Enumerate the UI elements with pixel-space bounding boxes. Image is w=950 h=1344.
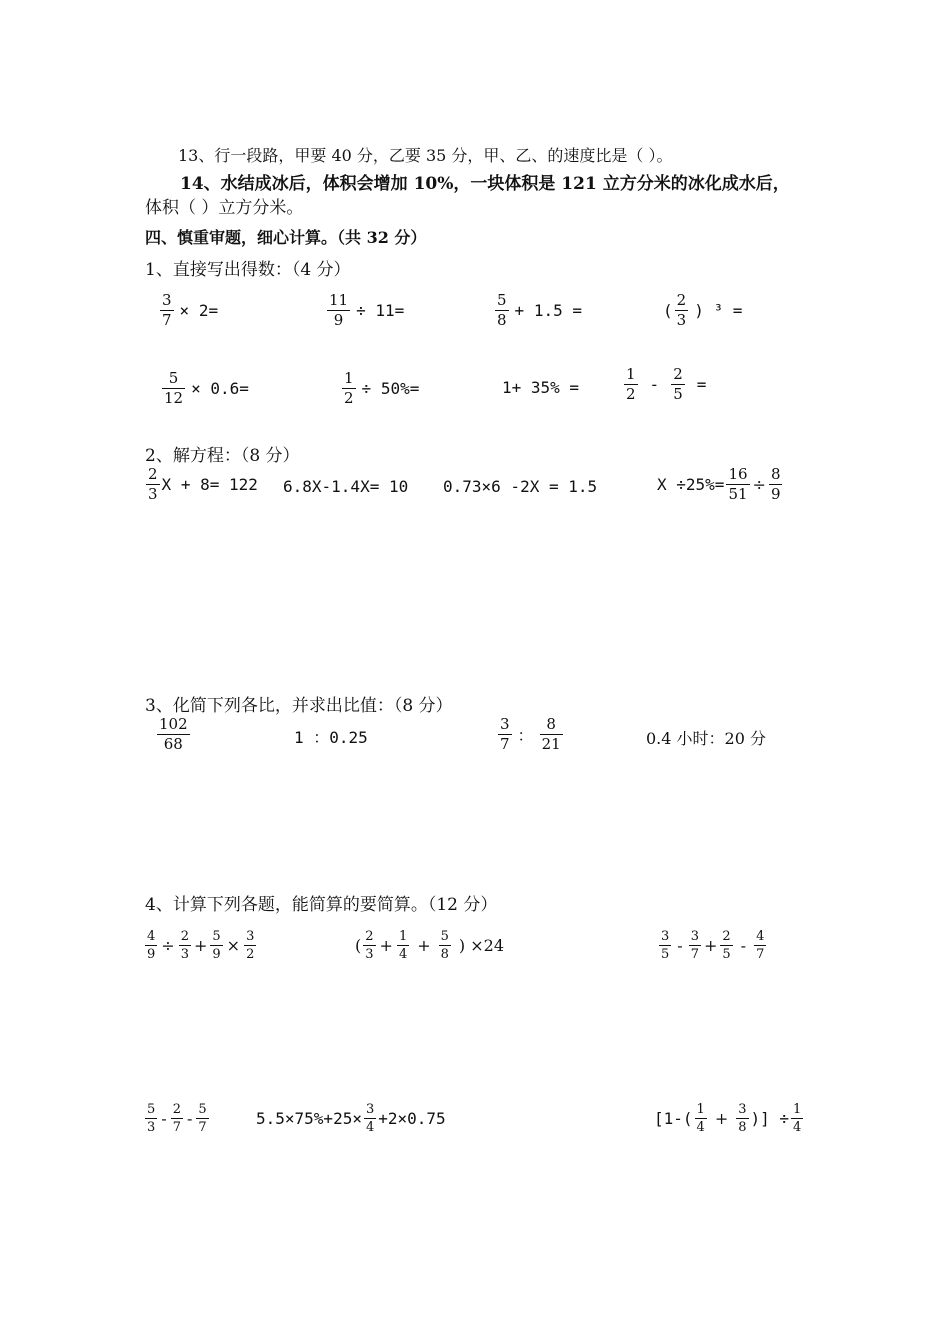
fraction: $\frac{5}{9}$: [212, 929, 221, 962]
fraction: $\frac{5}{7}$: [198, 1102, 207, 1135]
p4-expression-d: $\frac{5}{3}$ - $\frac{2}{7}$ - $\frac{5}{7}$: [147, 1102, 207, 1135]
fraction: $\frac{1}{2}$: [626, 365, 636, 403]
part-3-title: 3、化简下列各比，并求出比值：（8 分）: [145, 696, 453, 716]
p4-expression-c: $\frac{3}{5}$ - $\frac{3}{7}$ + $\frac{2}{5}$ - $\frac{4}{7}$: [661, 929, 765, 962]
p1-item-e: $\frac{5}{12}$ × 0.6=: [164, 369, 249, 407]
fraction: $\frac{1}{4}$: [398, 929, 408, 962]
p2-equation-b: 6.8X-1.4X= 10: [283, 477, 409, 496]
fraction: $\frac{11}{9}$: [329, 291, 349, 329]
fraction: $\frac{4}{7}$: [756, 929, 765, 962]
p3-ratio-b: 1 ：0.25: [294, 728, 368, 747]
fraction: $\frac{3}{8}$: [738, 1102, 747, 1135]
question-14-line2: 体积（ ）立方分米。: [145, 198, 304, 218]
part-2-title: 2、解方程：（8 分）: [145, 446, 300, 466]
fraction: $\frac{3}{7}$: [162, 291, 172, 329]
p1-item-h: $\frac{1}{2}$ - $\frac{2}{5}$ =: [626, 365, 707, 403]
fraction: $\frac{8}{9}$: [770, 465, 781, 503]
section-4-title: 四、慎重审题，细心计算。（共 32 分）: [145, 228, 427, 247]
fraction: $\frac{3}{2}$: [246, 929, 255, 962]
fraction: $\frac{5}{8}$: [497, 291, 507, 329]
question-13: 13、行一段路，甲要 40 分，乙要 35 分，甲、乙、的速度比是（ ）。: [178, 146, 673, 165]
fraction: $\frac{1}{4}$: [793, 1102, 802, 1135]
fraction: $\frac{3}{7}$: [500, 715, 510, 753]
p2-equation-a: $\frac{2}{3}$ X + 8= 122: [148, 465, 258, 503]
p1-item-f: $\frac{1}{2}$ ÷ 50%=: [344, 369, 420, 407]
fraction: $\frac{5}{3}$: [147, 1102, 156, 1135]
p3-ratio-c: $\frac{3}{7}$ ： $\frac{8}{21}$: [500, 715, 561, 753]
question-14-line1: 14、水结成冰后，体积会增加 10%，一块体积是 121 立方分米的冰化成水后，: [180, 174, 790, 194]
fraction: $\frac{2}{3}$: [180, 929, 189, 962]
fraction: $\frac{2}{3}$: [148, 465, 158, 503]
fraction: $\frac{3}{5}$: [661, 929, 670, 962]
p4-expression-e: 5.5×75%+25× $\frac{3}{4}$ +2×0.75: [256, 1102, 446, 1135]
fraction: $\frac{1}{2}$: [344, 369, 354, 407]
fraction: $\frac{3}{4}$: [365, 1102, 375, 1135]
p2-equation-d: X ÷25%= $\frac{16}{51}$ ÷ $\frac{8}{9}$: [657, 465, 781, 503]
p4-expression-a: $\frac{4}{9}$ ÷ $\frac{2}{3}$ + $\frac{5}{9}$ × $\frac{3}{2}$: [147, 929, 255, 962]
p3-ratio-a: [155, 716, 192, 753]
p1-item-c: $\frac{5}{8}$ + 1.5 =: [497, 291, 582, 329]
part-4-title: 4、计算下列各题，能简算的要简算。（12 分）: [145, 895, 498, 915]
fraction: $\frac{5}{12}$: [164, 369, 184, 407]
fraction: $\frac{2}{3}$: [365, 929, 374, 962]
part-1-title: 1、直接写出得数：（4 分）: [145, 260, 351, 280]
fraction: $\frac{2}{7}$: [172, 1102, 181, 1135]
fraction: $\frac{1}{4}$: [696, 1102, 705, 1135]
fraction: $\frac{8}{21}$: [541, 715, 561, 753]
fraction: $\frac{2}{3}$: [676, 291, 687, 329]
fraction: $\frac{4}{9}$: [147, 929, 156, 962]
p4-expression-b: ( $\frac{2}{3}$ + $\frac{1}{4}$ + $\frac{5}{8}$ ) ×24: [355, 929, 504, 962]
fraction: $\frac{16}{51}$: [728, 465, 748, 503]
fraction: $\frac{5}{8}$: [440, 929, 449, 962]
p1-item-g: 1+ 35% =: [502, 378, 580, 397]
p3-ratio-d: 0.4 小时：20 分: [646, 729, 766, 748]
p1-item-d: ( $\frac{2}{3}$ ) ³ =: [663, 291, 743, 329]
p4-expression-f: [1-( $\frac{1}{4}$ + $\frac{3}{8}$ )] ÷ $\frac{1}{4}$: [654, 1102, 802, 1135]
fraction: $\frac{102}{68}$: [159, 715, 188, 753]
fraction: $\frac{2}{5}$: [673, 365, 683, 403]
fraction: $\frac{2}{5}$: [722, 929, 731, 962]
p2-equation-c: 0.73×6 -2X = 1.5: [443, 477, 598, 496]
p1-item-a: $\frac{3}{7}$ × 2=: [162, 291, 219, 329]
p1-item-b: $\frac{11}{9}$ ÷ 11=: [329, 291, 405, 329]
fraction: $\frac{3}{7}$: [690, 929, 699, 962]
